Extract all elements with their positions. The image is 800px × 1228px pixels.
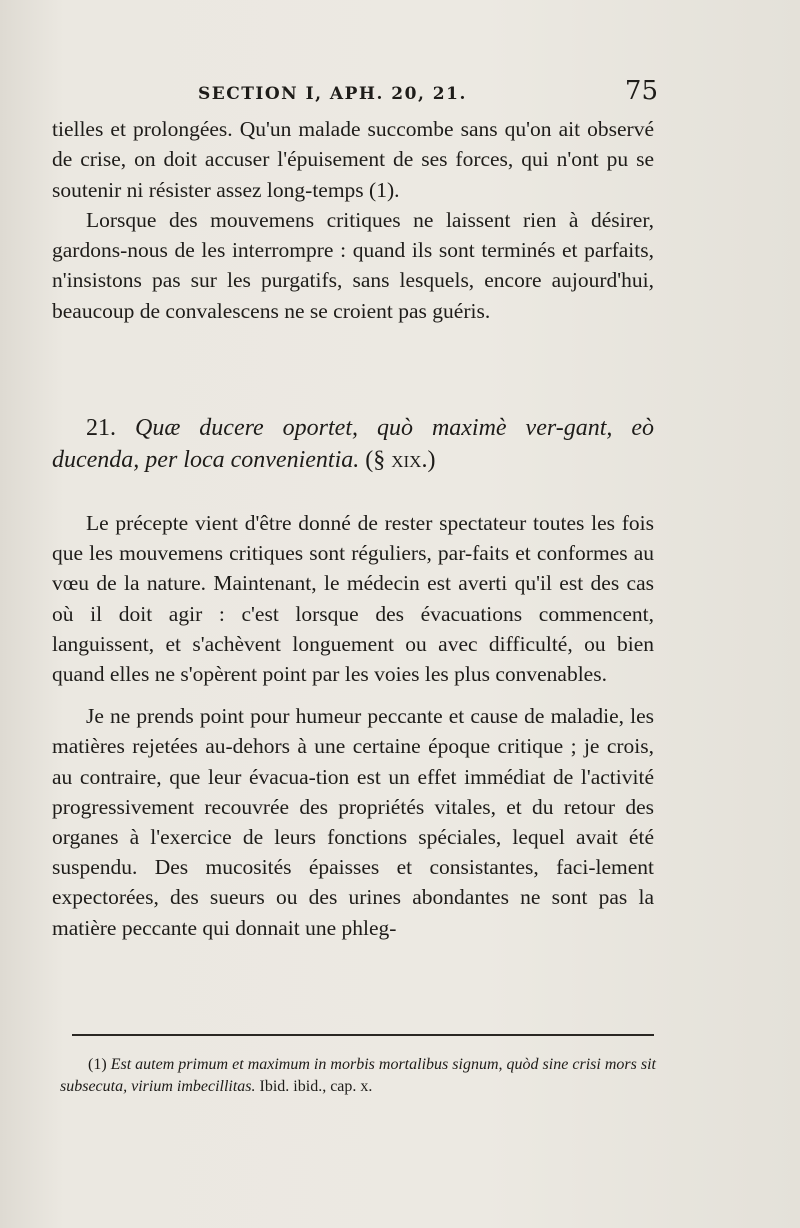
paragraph-critical-movements: Lorsque des mouvemens critiques ne laissent rien à désirer, gardons-nous de les interrompre : quand ils sont terminés et parfaits, n'insistons pas sur les purgatifs, sans lesquels, encore aujourd'hui, beaucoup de convalescens ne se croient pas guéris. bbox=[52, 207, 654, 323]
running-head-text: SECTION I, APH. 20, 21. bbox=[198, 84, 467, 104]
paragraph-precept: Le précepte vient d'être donné de rester spectateur toutes les fois que les mouvemens critiques sont réguliers, par-faits et conformes au vœu de la nature. Maintenant, le médecin est averti qu'il est des cas où il doit agir : c'est lorsque des évacuations commencent, languissent, et s'achèvent longuement ou avec difficulté, ou bien quand elles ne s'opèrent point par les voies les plus convenables. bbox=[52, 511, 654, 687]
footnote-marker: (1) bbox=[88, 1056, 107, 1073]
aphorism-latin: Quæ ducere oportet, quò maximè ver-gant, eò ducenda, per loca convenientia. bbox=[52, 415, 655, 473]
footnote-text bbox=[60, 1054, 656, 1098]
footnote-citation: Ibid. ibid., cap. x. bbox=[259, 1078, 373, 1095]
page-number: 75 bbox=[624, 76, 658, 106]
aphorism-reference: (§ xix.) bbox=[365, 447, 436, 473]
paragraph-continuation: tielles et prolongées. Qu'un malade succombe sans qu'on ait observé de crise, on doit accuser l'épuisement de ses forces, qui n'ont pu se soutenir ni résister assez long-temps (1). bbox=[52, 117, 654, 202]
aphorism-heading bbox=[52, 412, 654, 476]
footnote bbox=[60, 1054, 656, 1098]
body-text-top bbox=[52, 114, 654, 326]
footnote-rule bbox=[72, 1034, 654, 1036]
aphorism-number: 21. bbox=[86, 415, 116, 441]
paragraph-peccant-humour: Je ne prends point pour humeur peccante et cause de maladie, les matières rejetées au-dehors à une certaine époque critique ; je crois, au contraire, que leur évacua-tion est un effet immédiat de l'activité progressivement recouvrée des propriétés vitales, et du retour des organes à l'exercice de leurs fonctions spéciales, lequel avait été suspendu. Des mucosités épaisses et consistantes, faci-lement expectorées, des sueurs ou des urines abondantes ne sont pas la matière peccante qui donnait une phleg- bbox=[52, 704, 654, 940]
footnote-latin: Est autem primum et maximum in morbis mortalibus signum, quòd sine crisi mors sit subsecuta, virium imbecillitas. bbox=[60, 1056, 656, 1095]
aphorism-line bbox=[52, 412, 654, 476]
running-head bbox=[198, 78, 658, 108]
body-text-bottom bbox=[52, 508, 654, 955]
